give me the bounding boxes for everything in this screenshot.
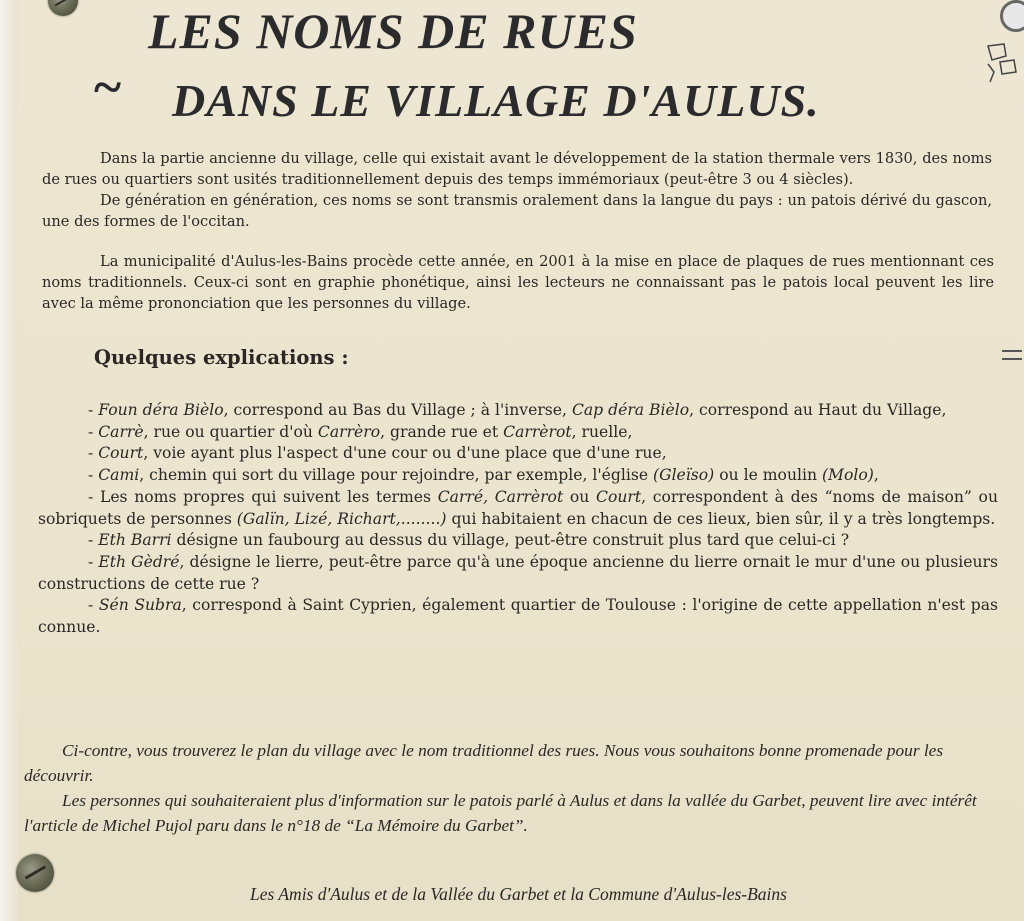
street-name: Carrè	[98, 422, 144, 441]
right-edge-mark	[1002, 350, 1022, 360]
explanation-item	[38, 552, 998, 595]
explanation-item	[38, 487, 998, 530]
street-name: Eth Gèdré	[98, 552, 180, 571]
intro-paragraphs	[42, 148, 992, 232]
text: , correspond au Bas du Village ; à l'inverse,	[223, 401, 572, 419]
street-name: Cap déra Bièlo	[571, 401, 690, 419]
explanation-item	[38, 443, 998, 465]
screw-top-icon	[48, 0, 78, 16]
explanation-item	[38, 465, 998, 487]
house-names: (Galïn, Lizé, Richart,........)	[236, 509, 447, 528]
street-name: Eth Barri	[98, 531, 172, 550]
explanations-heading: Quelques explications :	[94, 346, 349, 369]
explanation-item	[38, 400, 998, 422]
corner-map-fragment-icon	[984, 42, 1020, 86]
text: - Les noms propres qui suivent les termes	[88, 487, 438, 506]
street-name: Court	[596, 487, 642, 506]
explanation-item	[38, 530, 998, 552]
explanation-item	[38, 595, 998, 638]
text: , ruelle,	[571, 422, 633, 441]
screw-bottom-icon	[16, 854, 54, 892]
text: ou le moulin	[714, 466, 822, 485]
text: désigne un faubourg au dessus du village, peut-être construit plus tard que celui-ci ?	[171, 531, 850, 550]
tilde-ornament-icon: ~	[94, 59, 122, 116]
explanations-list	[38, 400, 998, 639]
closing-paragraphs	[24, 738, 1008, 838]
text: , voie ayant plus l'aspect d'une cour ou d'une place que d'une rue,	[143, 444, 667, 463]
text: -	[88, 444, 99, 463]
street-name: Carrèrot	[503, 422, 572, 441]
sign-edge	[0, 0, 18, 921]
title-line-1: LES NOMS DE RUES	[148, 3, 638, 59]
text: ou	[563, 487, 597, 506]
intro-paragraph-1: Dans la partie ancienne du village, celle qui existait avant le développement de la station thermale vers 1830, des noms de rues ou quartiers sont usités traditionnellement depuis des temps immémoriaux (peut-être 3 ou 4 siècles).	[42, 150, 992, 188]
text: -	[88, 401, 99, 419]
intro-paragraph-3: La municipalité d'Aulus-les-Bains procède cette année, en 2001 à la mise en place de plaques de rues mentionnant ces noms traditionnels. Ceux-ci sont en graphie phonétique, ainsi les lecteurs ne connaissant pas le patois local peuvent les lire avec la même prononciation que les personnes du village.	[42, 253, 994, 312]
street-name: Carrèro	[317, 422, 381, 441]
explanation-item	[38, 422, 998, 444]
street-name: (Molo)	[821, 466, 874, 485]
closing-paragraph-2: Les personnes qui souhaiteraient plus d'information sur le patois parlé à Aulus et dans la vallée du Garbet, peuvent lire avec intérêt l'article de Michel Pujol paru dans le n°18 de “La Mémoire du Garbet”.	[24, 791, 977, 835]
text: -	[88, 466, 99, 485]
text: ,	[873, 466, 879, 485]
street-name: Sén Subra	[98, 596, 182, 615]
text: -	[88, 596, 99, 615]
footer-credit: Les Amis d'Aulus et de la Vallée du Garbet et la Commune d'Aulus-les-Bains	[250, 884, 787, 904]
street-name: Cami	[98, 466, 140, 485]
title-line-2: DANS LE VILLAGE D'AULUS.	[172, 75, 820, 126]
text: , grande rue et	[380, 422, 504, 441]
text: , correspond au Haut du Village,	[689, 401, 947, 419]
text: , correspond à Saint Cyprien, également quartier de Toulouse : l'origine de cette appellation n'est pas connue.	[38, 596, 998, 637]
street-name: (Gleïso)	[653, 466, 715, 485]
text: , correspondent à des “noms de maison” ou sobriquets de personnes	[38, 487, 998, 528]
ring-icon	[1000, 0, 1024, 32]
text: qui habitaient en chacun de ces lieux, bien sûr, il y a très longtemps.	[446, 509, 996, 528]
street-name: Court	[98, 444, 144, 463]
text: -	[88, 552, 99, 571]
text: , chemin qui sort du village pour rejoindre, par exemple, l'église	[139, 466, 654, 485]
closing-paragraph-1: Ci-contre, vous trouverez le plan du village avec le nom traditionnel des rues. Nous vous souhaitons bonne promenade pour les découvrir.	[24, 741, 944, 785]
intro-paragraph-2: De génération en génération, ces noms se sont transmis oralement dans la langue du pays : un patois dérivé du gascon, une des formes de l'occitan.	[42, 192, 992, 230]
street-name: Carré, Carrèrot	[437, 487, 564, 506]
text: , rue ou quartier d'où	[143, 422, 318, 441]
street-name: Foun déra Bièlo	[98, 401, 224, 419]
text: -	[88, 531, 99, 550]
text: -	[88, 422, 99, 441]
text: , désigne le lierre, peut-être parce qu'à une époque ancienne du lierre ornait le mur d'une ou plusieurs constructions de cette rue ?	[38, 552, 998, 593]
